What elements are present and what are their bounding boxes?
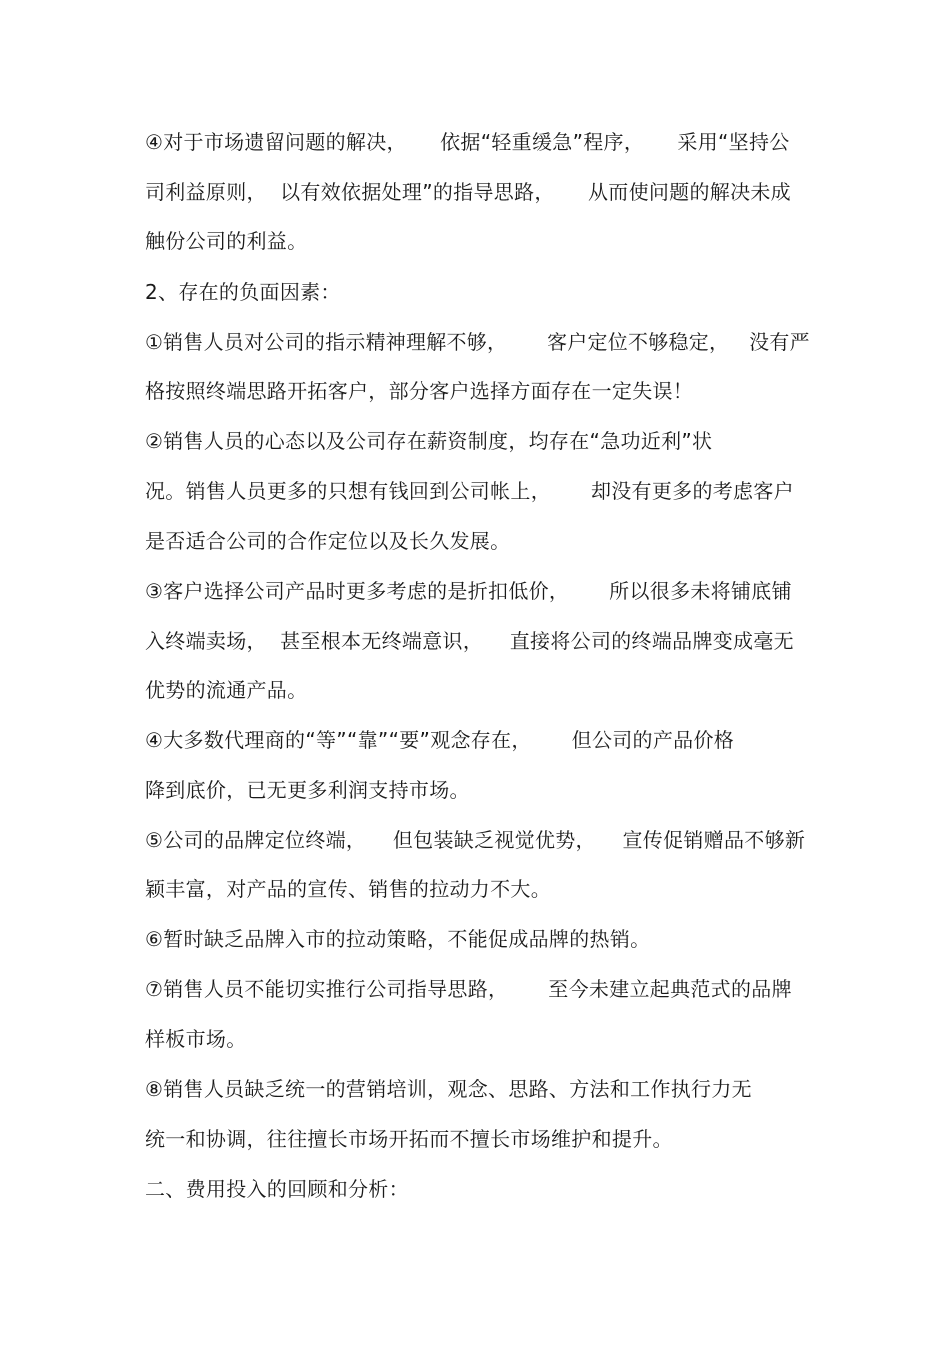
text-line: ④对于市场遗留问题的解决， 依据“轻重缓急”程序， 采用“坚持公 (145, 130, 790, 154)
text-line: 统一和协调，往往擅长市场开拓而不擅长市场维护和提升。 (145, 1127, 673, 1151)
text-line: 颖丰富，对产品的宣传、销售的拉动力不大。 (145, 877, 551, 901)
text-line: 优势的流通产品。 (145, 678, 308, 702)
text-line: ①销售人员对公司的指示精神理解不够， 客户定位不够稳定， 没有严 (145, 330, 810, 354)
text-line: 司利益原则， 以有效依据处理”的指导思路， 从而使问题的解决未成 (145, 180, 791, 204)
text-line: ⑤公司的品牌定位终端， 但包装缺乏视觉优势， 宣传促销赠品不够新 (145, 828, 806, 852)
text-line: ④大多数代理商的“等”“靠”“要”观念存在， 但公司的产品价格 (145, 728, 735, 752)
text-line: ②销售人员的心态以及公司存在薪资制度，均存在“急功近利”状 (145, 429, 713, 453)
text-line: 格按照终端思路开拓客户，部分客户选择方面存在一定失误！ (145, 379, 694, 403)
text-line: 样板市场。 (145, 1027, 247, 1051)
text-line: ⑧销售人员缺乏统一的营销培训，观念、思路、方法和工作执行力无 (145, 1077, 752, 1101)
text-line: ⑥暂时缺乏品牌入市的拉动策略，不能促成品牌的热销。 (145, 927, 651, 951)
text-line: 是否适合公司的合作定位以及长久发展。 (145, 529, 511, 553)
section-heading: 二、费用投入的回顾和分析： (145, 1177, 409, 1201)
text-line: 降到底价，已无更多利润支持市场。 (145, 778, 470, 802)
text-line: 况。销售人员更多的只想有钱回到公司帐上， 却没有更多的考虑客户 (145, 479, 794, 503)
text-line: ③客户选择公司产品时更多考虑的是折扣低价， 所以很多未将铺底铺 (145, 579, 792, 603)
text-line: 触份公司的利益。 (145, 229, 308, 253)
section-heading: 2、存在的负面因素： (145, 280, 341, 304)
text-line: ⑦销售人员不能切实推行公司指导思路， 至今未建立起典范式的品牌 (145, 977, 792, 1001)
text-line: 入终端卖场， 甚至根本无终端意识， 直接将公司的终端品牌变成毫无 (145, 629, 794, 653)
